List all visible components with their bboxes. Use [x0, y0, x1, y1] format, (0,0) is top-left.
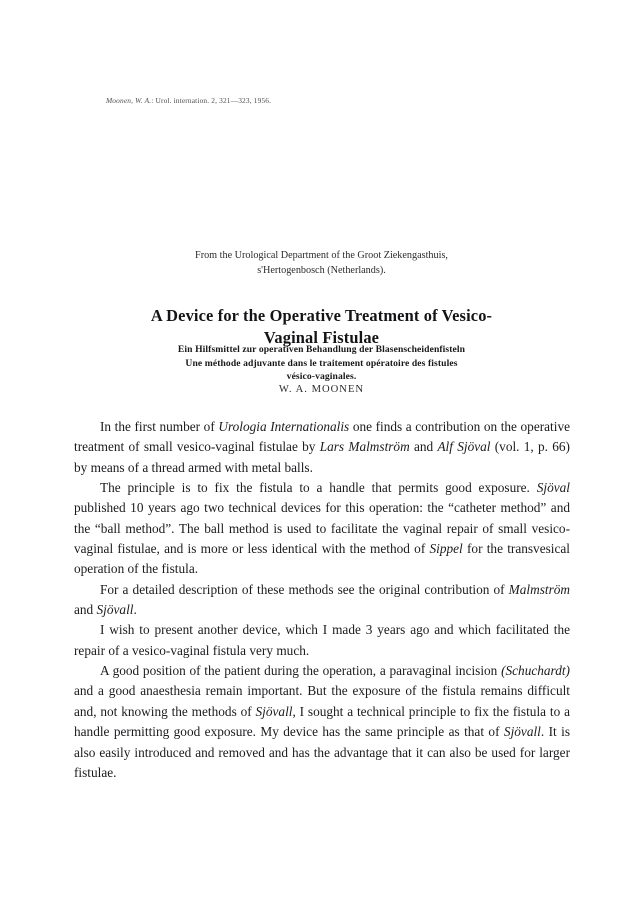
subtitle-french-line-2: vésico-vaginales.: [286, 371, 357, 383]
subtitle-german: Ein Hilfsmittel zur operativen Behandlung der Blasenscheidenfisteln: [177, 344, 466, 355]
author-byline: W. A. MOONEN: [278, 384, 365, 395]
affiliation-block: [0, 249, 643, 278]
p3-author-malmstrom: Malmström: [508, 581, 570, 597]
p5-author-sjovall-1: Sjövall: [255, 703, 293, 719]
running-head-citation: [106, 96, 271, 105]
article-body: [74, 417, 570, 783]
p3-seg-e: .: [133, 602, 137, 618]
p1-journal-name: Urologia Internationalis: [218, 419, 350, 434]
affiliation-line-1: From the Urological Department of the Groot Ziekengasthuis,: [195, 250, 448, 261]
citation-author: Moonen, W. A.: [106, 96, 152, 105]
p2-author-sjoval: Sjöval: [536, 480, 570, 496]
p5-seg-c: and a good anaesthesia remain important. But the exposure of the fistula remains difficult and, not knowing the methods of: [74, 683, 570, 719]
body-paragraph-4: [74, 620, 570, 661]
affiliation-line-2: s'Hertogenbosch (Netherlands).: [257, 264, 386, 276]
p2-seg-a: The principle is to fix the fistula to a handle that permits good exposure.: [100, 480, 537, 496]
p3-author-sjovall: Sjövall: [96, 602, 134, 618]
p1-author-malmstrom: Lars Malmström: [319, 439, 410, 455]
p5-seg-a: A good position of the patient during the operation, a paravaginal incision: [100, 663, 502, 679]
article-title-line-2: Vaginal Fistulae: [263, 328, 380, 348]
p5-author-schuchardt: (Schuchardt): [501, 663, 570, 679]
p5-seg-g: . It is also easily introduced and removed and has the advantage that it can also be used for larger fistulae.: [74, 724, 570, 780]
p2-seg-c: published 10 years ago two technical devices for this operation: the “catheter method” and the “ball method”. The ball method is used to facilitate the vaginal repair of small vesico-vaginal fistulae, and is more or less identical with the method of: [74, 500, 570, 557]
citation-source: : Urol. internation. 2, 321—323, 1956.: [151, 96, 272, 105]
body-paragraph-3: [74, 580, 570, 621]
subtitle-french-line-1: Une méthode adjuvante dans le traitement opératoire des fistules: [185, 357, 458, 369]
p5-seg-e: , I sought a technical principle to fix the fistula to a handle permitting good exposure. My device has the same principle as that of: [74, 703, 570, 740]
p3-seg-c: and: [74, 602, 97, 618]
p1-seg-a: In the first number of: [100, 419, 219, 434]
p1-seg-e: and: [409, 439, 438, 455]
p2-author-sippel: Sippel: [429, 541, 463, 557]
p1-author-sjoval: Alf Sjöval: [437, 439, 491, 455]
p5-author-sjovall-2: Sjövall: [503, 724, 541, 740]
p1-seg-c: one finds a contribution on the operative treatment of small vesico-vaginal fistulae by: [74, 419, 570, 455]
body-paragraph-1: [74, 417, 570, 478]
body-paragraph-2: [74, 478, 570, 580]
p1-seg-g: (vol. 1, p. 66) by means of a thread armed with metal balls.: [74, 439, 570, 475]
body-paragraph-5: [74, 661, 570, 783]
article-subtitles: [0, 343, 643, 384]
article-title-line-1: A Device for the Operative Treatment of Vesico-: [150, 305, 493, 325]
p4-seg-a: I wish to present another device, which I made 3 years ago and which facilitated the repair of a vesico-vaginal fistula very much.: [74, 622, 570, 658]
p2-seg-e: for the transvesical operation of the fistula.: [74, 541, 570, 577]
p3-seg-a: For a detailed description of these methods see the original contribution of: [100, 581, 509, 597]
